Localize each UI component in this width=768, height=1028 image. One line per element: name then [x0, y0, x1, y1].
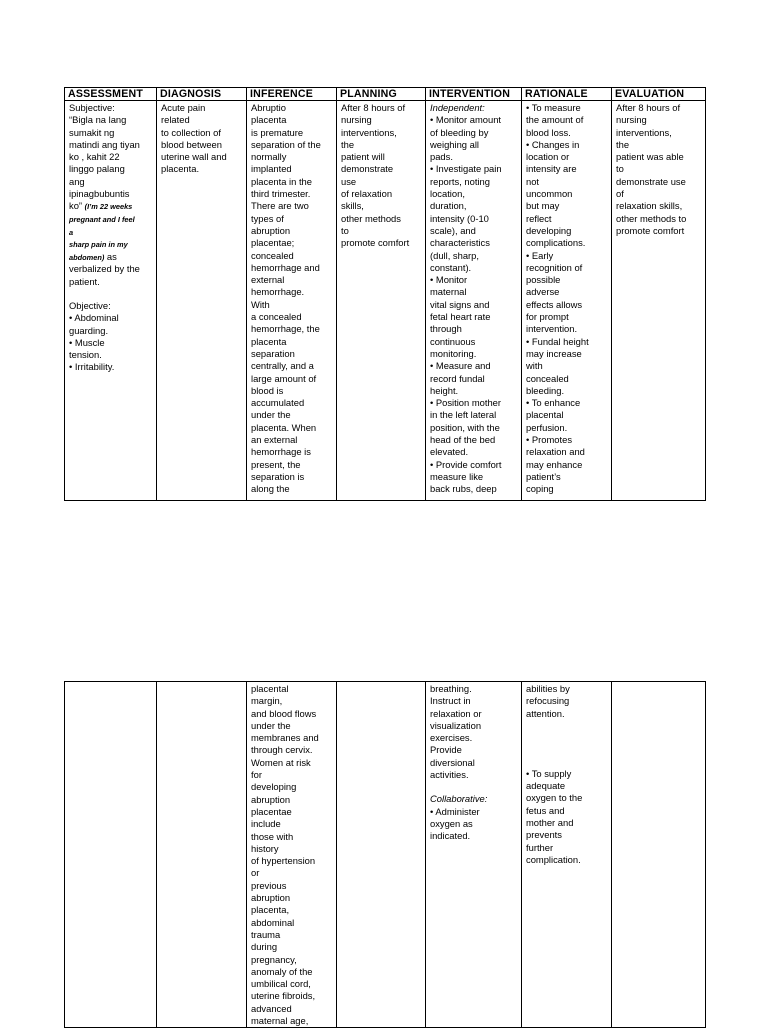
header-diagnosis: DIAGNOSIS [157, 88, 247, 101]
inference-cell: Abruptio placenta is premature separation of the normally implanted placenta in the third trimester. There are two types of abruption placentae; concealed hemorrhage and external hemorrhage. With a concealed hemorrhage, the placenta separation centrally, and a large amount of blood is accumulated under the placenta. When an external hemorrhage is present, the separation is along the [247, 101, 337, 501]
evaluation-cell: After 8 hours of nursing interventions, the patient was able to demonstrate use of relaxation skills, other methods to promote comfort [612, 101, 706, 501]
header-rationale: RATIONALE [522, 88, 612, 101]
collaborative-interventions: • Administer oxygen as indicated. [430, 805, 480, 842]
quote-attribution: as verbalized by the patient. [69, 250, 140, 287]
inference-cell: placental margin, and blood flows under the membranes and through cervix. Women at risk for developing abruption placentae include those with history of hypertension or previous abruption placenta, abdominal trauma during pregnancy, anomaly of the umbilical cord, uterine fibroids, advanced maternal age, [247, 682, 337, 1028]
assessment-cell [65, 682, 157, 1028]
intervention-cell [426, 682, 522, 1028]
diagnosis-cell: Acute pain related to collection of blood between uterine wall and placenta. [157, 101, 247, 501]
assessment-cell [65, 101, 157, 501]
rationale-cell: • To measure the amount of blood loss. • Changes in location or intensity are not uncommon but may reflect developing complications. • Early recognition of possible adverse effects allows for prompt intervention. • Fundal height may increase with concealed bleeding. • To enhance placental perfusion. • Promotes relaxation and may enhance patient’s coping [522, 101, 612, 501]
rationale-text: abilities by refocusing attention. [526, 683, 570, 719]
header-row [65, 88, 706, 101]
care-plan-table-page-2 [64, 681, 706, 1028]
header-assessment: ASSESSMENT [65, 88, 157, 101]
header-intervention: INTERVENTION [426, 88, 522, 101]
diagnosis-cell [157, 682, 247, 1028]
header-planning: PLANNING [337, 88, 426, 101]
independent-label: Independent: [430, 102, 485, 113]
objective-findings: • Abdominal guarding. • Muscle tension. • Irritability. [69, 312, 119, 373]
quote-translation: (I’m 22 weeks pregnant and I feel a sharp pain in my abdomen) [69, 202, 135, 262]
planning-cell [337, 682, 426, 1028]
planning-cell: After 8 hours of nursing interventions, the patient will demonstrate use of relaxation skills, other methods to promote comfort [337, 101, 426, 501]
table-row [65, 101, 706, 501]
rationale-cell [522, 682, 612, 1028]
header-inference: INFERENCE [247, 88, 337, 101]
table-row [65, 682, 706, 1028]
independent-interventions: • Monitor amount of bleeding by weighing all pads. • Investigate pain reports, noting location, duration, intensity (0-10 scale), and characteristics (dull, sharp, constant). • Monitor maternal vital signs and fetal heart rate through continuous monitoring. • Measure and record fundal height. • Position mother in the left lateral position, with the head of the bed elevated. • Provide comfort measure like back rubs, deep [430, 114, 502, 495]
header-evaluation: EVALUATION [612, 88, 706, 101]
collaborative-label: Collaborative: [430, 793, 488, 805]
independent-interventions: breathing. Instruct in relaxation or visualization exercises. Provide diversional activities. [430, 683, 482, 781]
intervention-cell [426, 101, 522, 501]
rationale-text: • To supply adequate oxygen to the fetus and mother and prevents further complication. [526, 767, 583, 865]
objective-label: Objective: [69, 299, 111, 311]
patient-quote: “Bigla na lang sumakit ng matindi ang tiyan ko , kahit 22 linggo palang ang ipinagbubuntis ko” [69, 114, 140, 212]
care-plan-table-page-1 [64, 87, 706, 501]
evaluation-cell [612, 682, 706, 1028]
subjective-label: Subjective: [69, 102, 115, 113]
